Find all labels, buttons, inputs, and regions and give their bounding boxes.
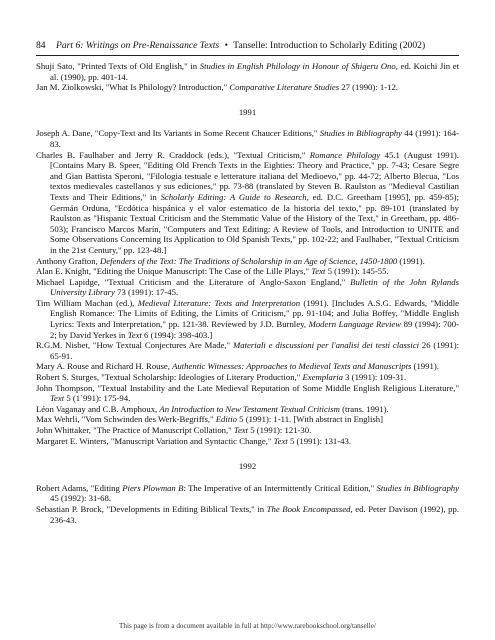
- entry-text: 27 (1990): 1-12.: [339, 82, 398, 93]
- entry-italic-text: Editio: [215, 414, 237, 425]
- bibliography-entry: [36, 383, 459, 404]
- bibliography-entry: [36, 340, 459, 361]
- bibliography-entry: [36, 425, 459, 436]
- bibliography-entry: [36, 436, 459, 447]
- bibliography-entry: [36, 128, 459, 149]
- entry-italic-text: Text: [50, 393, 65, 404]
- entry-text: R.G.M. Nisbet, "How Textual Conjectures Are Made,": [36, 340, 233, 351]
- entry-text: Tim William Machan (ed.),: [36, 297, 138, 308]
- entry-italic-text: Text: [233, 425, 249, 435]
- entry-text: 3 (1991): 109-31.: [342, 372, 407, 383]
- entry-text: , ed. Koichi Jin et al. (1990), pp. 401-14.: [50, 61, 459, 82]
- entry-text: 44 (1991): 164-83.: [50, 128, 460, 149]
- entry-text: 45 (1992): 31-68.: [50, 493, 112, 504]
- bibliography-entry: [36, 266, 459, 277]
- entry-text: Max Wehrli, "Vom Schwinden des Werk-Begriffs,": [36, 414, 216, 425]
- entry-text: 5 (1991): 121-30.: [248, 425, 312, 435]
- entry-italic-text: An Introduction to New Testament Textual Criticism: [159, 403, 340, 414]
- entry-italic-text: Studies in Bibliography: [319, 128, 403, 139]
- entry-italic-text: Romance Philology: [309, 149, 381, 160]
- book-title: Tanselle: Introduction to Scholarly Editing (2002): [233, 40, 426, 51]
- header-separator: •: [224, 40, 228, 51]
- entry-italic-text: Text: [311, 266, 326, 277]
- entry-text: 5 (1991): 145-55.: [325, 266, 389, 277]
- entry-text: Michael Lapidge, "Textual Criticism and the Literature of Anglo-Saxon England,": [36, 276, 351, 287]
- year-heading: 1991: [238, 106, 257, 117]
- entry-text: (1991). [Includes A.S.G. Edwards, "Middle English Romance: The Limits of Editing, the Limits of Criticism," pp. 91-104; and Julia Boffey, "Middle English Lyrics: Texts and Interpretation," pp. 121-38. Reviewed by J.D. Burnley,: [50, 297, 459, 330]
- entry-text: Anthony Grafton,: [36, 255, 100, 266]
- entry-italic-text: Exemplaria: [302, 372, 343, 383]
- entry-italic-text: Studies in English Philology in Honour of Shigeru Ono: [199, 61, 396, 71]
- entry-text: 45.1 (August 1991). [Contains Mary B. Speer, "Editing Old French Texts in the Eighties: Theory and Practice," pp. 7-43; Cesare Segre and Gian Battista Speroni, "Filologia testuale e letterature italiana del Medioevo," pp. 44-72; Alberto Blecua, "Los textos medievales castellanos y sus ediciones," pp. 73-88 (translated by Steven B. Raulston as "Medieval Castilian Texts and Their Editions," in: [50, 149, 459, 202]
- entry-text: , ed. Peter Davison (1992), pp. 236-43.: [50, 503, 460, 525]
- page-number: 84: [36, 40, 46, 51]
- entry-text: 89 (1994): 700-2; by David Yerkes in: [50, 319, 459, 340]
- entry-italic-text: Studies in Bibliography: [376, 482, 460, 493]
- entry-italic-text: Text: [273, 435, 288, 446]
- bibliography-entry: [36, 150, 459, 256]
- bibliography-entry: [36, 82, 459, 93]
- bibliography-entry: [36, 61, 459, 82]
- entry-text: 5 (1991): 1-11. [With abstract in English]: [237, 414, 384, 425]
- bibliography-entry: [36, 372, 459, 383]
- entry-text: , ed. D.C. Greetham [1995], pp. 459-85); Germán Orduna, "Ecdótica hispánica y el valor estematico de la historia del texto," pp. 89-101 (translated by Raulston as "Hispanic Textual Criticism and the Stemmatic Value of the History of the Text," in Greetham, pp. 486-503); Francisco Marcos Marín, "Computers and Text Editing: A Review of Tools, and Introduction to UNITE and Some Observations Concerning Its Application to Old Spanish Texts," pp. 102-22; and Faulhaber, "Textual Criticism in the 21st Century," pp. 123-48.]: [50, 191, 459, 255]
- bibliography-body: [36, 56, 459, 525]
- entry-text: Shuji Sato, "Printed Texts of Old English," in: [36, 61, 200, 71]
- entry-italic-text: Authentic Witnesses: Approaches to Medieval Texts and Manuscripts: [172, 361, 412, 372]
- bibliography-entry: [36, 277, 459, 298]
- entry-text: Margaret E. Winters, "Manuscript Variation and Syntactic Change,": [36, 435, 274, 446]
- entry-text: 5 (1`991): 175-94.: [64, 393, 131, 404]
- entry-italic-text: Text: [127, 329, 142, 340]
- entry-italic-text: Medieval Literature: Texts and Interpretation: [137, 297, 301, 308]
- entry-italic-text: Scholarly Editing: A Guide to Research: [160, 191, 307, 202]
- year-heading: 1992: [238, 461, 257, 472]
- entry-italic-text: The Book Encompassed: [266, 503, 351, 514]
- bibliography-entry: [36, 414, 459, 425]
- entry-text: Joseph A. Dane, "Copy-Text and Its Variants in Some Recent Chaucer Editions,": [36, 128, 320, 139]
- bibliography-entry: [36, 504, 459, 525]
- entry-text: (1991).: [411, 361, 439, 372]
- document-page: [36, 40, 459, 525]
- entry-italic-text: Comparative Literature Studies: [229, 82, 340, 93]
- entry-italic-text: Modern Language Review: [308, 319, 402, 330]
- entry-text: Charles B. Faulhaber and Jerry R. Craddock (eds.), "Textual Criticism,": [36, 149, 310, 160]
- bibliography-entry: [36, 361, 459, 372]
- entry-text: (1991).: [397, 255, 425, 266]
- entry-text: 26 (1991): 65-91.: [50, 340, 459, 361]
- entry-text: (trans. 1991).: [339, 403, 389, 414]
- entry-italic-text: Piers Plowman B: [122, 482, 184, 493]
- bibliography-entry: [36, 298, 459, 340]
- entry-text: John Whittaker, "The Practice of Manuscript Collation,": [36, 425, 234, 435]
- bibliography-entry: [36, 404, 459, 415]
- entry-italic-text: Bulletin of the John Rylands University Library: [50, 276, 459, 298]
- entry-text: 73 (1991): 17-45.: [114, 287, 179, 298]
- entry-text: 6 (1994): 398-403.]: [141, 329, 213, 340]
- running-header: [36, 40, 459, 56]
- entry-italic-text: Defenders of the Text: The Traditions of Scholarship in an Age of Science, 1450-1800: [99, 255, 398, 266]
- section-title: Part 6: Writings on Pre-Renaissance Texts: [56, 40, 220, 51]
- entry-text: 5 (1991): 131-43.: [287, 435, 352, 446]
- entry-text: Léon Vaganay and C.B. Amphoux,: [36, 403, 160, 414]
- bibliography-entry: [36, 256, 459, 267]
- entry-text: Sebastian P. Brock, "Developments in Editing Biblical Texts," in: [36, 503, 267, 514]
- entry-text: Jan M. Ziolkowski, "What Is Philology? Introduction,": [36, 82, 230, 93]
- entry-italic-text: Materiali e discussioni per l'analisi dei testi classici: [232, 340, 419, 351]
- bibliography-entry: [36, 483, 459, 504]
- entry-text: Robert S. Sturges, "Textual Scholarship: Ideologies of Literary Production,": [36, 372, 303, 383]
- entry-text: Mary A. Rouse and Richard H. Rouse,: [36, 361, 173, 372]
- page-footer: This page is from a document available in full at http://www.rarebookschool.org/tanselle/: [119, 622, 376, 630]
- entry-text: Robert Adams, "Editing: [36, 482, 123, 493]
- entry-text: Alan E. Knight, "Editing the Unique Manuscript: The Case of the Lille Plays,": [36, 266, 312, 277]
- entry-text: : The Imperative of an Intermittently Critical Edition,": [183, 482, 377, 493]
- entry-text: John Thompson, "Textual Instability and the Late Medieval Reputation of Some Middle English Religious Literature,": [36, 382, 459, 393]
